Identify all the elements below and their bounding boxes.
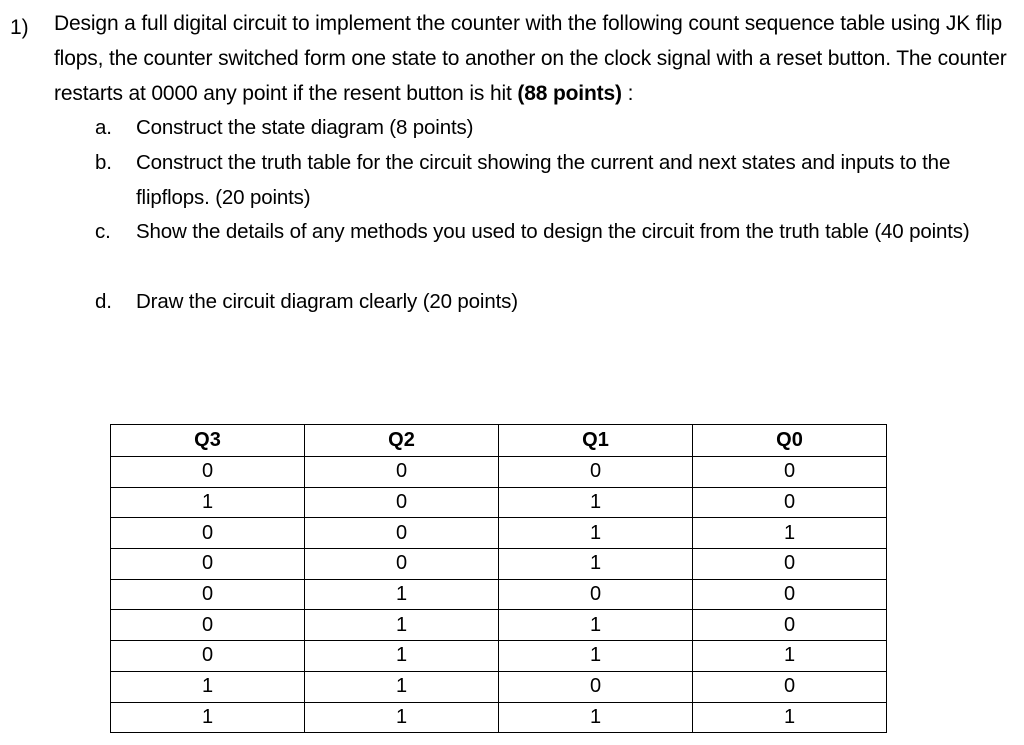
question-text-main: Design a full digital circuit to implement the counter with the following count sequence table using JK flip flops, the counter switched form one state to another on the clock signal with a reset button. The counter restarts at 0000 any point if the resent button is hit (54, 12, 1007, 105)
table-cell: 0 (305, 487, 499, 518)
sub-question-text: Show the details of any methods you used to design the circuit from the truth table (40 points) (136, 220, 970, 243)
table-cell: 0 (499, 579, 693, 610)
table-cell: 0 (693, 671, 887, 702)
table-cell: 1 (111, 671, 305, 702)
question-points: (88 points) (517, 82, 622, 105)
table-cell: 0 (693, 579, 887, 610)
table-cell: 1 (693, 518, 887, 549)
table-cell: 1 (693, 641, 887, 672)
table-cell: 0 (111, 610, 305, 641)
table-cell: 1 (305, 702, 499, 733)
table-cell: 0 (693, 610, 887, 641)
table-row (111, 457, 887, 488)
table-cell: 0 (305, 549, 499, 580)
table-cell: 1 (305, 641, 499, 672)
table-row (111, 671, 887, 702)
table-cell: 1 (499, 702, 693, 733)
question-text (54, 6, 1010, 111)
table-cell: 0 (111, 457, 305, 488)
table-row (111, 487, 887, 518)
table-cell: 0 (111, 641, 305, 672)
table-row (111, 579, 887, 610)
sub-question-text: Construct the truth table for the circuit showing the current and next states and inputs to the flipflops. (20 points) (136, 151, 951, 209)
question-text-tail: : (621, 82, 634, 105)
table-cell: 1 (499, 487, 693, 518)
table-row (111, 702, 887, 733)
table-cell: 1 (499, 610, 693, 641)
sub-question-text: Draw the circuit diagram clearly (20 points) (136, 290, 518, 313)
column-header-q2: Q2 (305, 425, 499, 457)
count-sequence-table (110, 424, 887, 733)
table-cell: 0 (111, 549, 305, 580)
sub-question-letter: a. (95, 116, 112, 139)
table-row (111, 641, 887, 672)
table-cell: 1 (499, 549, 693, 580)
table-cell: 1 (305, 671, 499, 702)
table-cell: 0 (111, 518, 305, 549)
question-number: 1) (10, 16, 29, 39)
table-cell: 1 (305, 610, 499, 641)
table-cell: 0 (693, 549, 887, 580)
table-cell: 1 (111, 702, 305, 733)
column-header-q0: Q0 (693, 425, 887, 457)
table-row (111, 610, 887, 641)
table-cell: 0 (499, 671, 693, 702)
column-header-q1: Q1 (499, 425, 693, 457)
table-cell: 0 (305, 457, 499, 488)
table-cell: 0 (305, 518, 499, 549)
sub-question-text: Construct the state diagram (8 points) (136, 116, 474, 139)
table-cell: 1 (499, 641, 693, 672)
table-header-row (111, 425, 887, 457)
column-header-q3: Q3 (111, 425, 305, 457)
table-row (111, 518, 887, 549)
table-cell: 0 (693, 457, 887, 488)
table-cell: 1 (111, 487, 305, 518)
table-cell: 0 (111, 579, 305, 610)
table-row (111, 549, 887, 580)
table-cell: 0 (693, 487, 887, 518)
table-cell: 1 (693, 702, 887, 733)
table-cell: 0 (499, 457, 693, 488)
sub-question-letter: c. (95, 220, 111, 243)
sub-question-letter: d. (95, 290, 112, 313)
table-cell: 1 (499, 518, 693, 549)
table-cell: 1 (305, 579, 499, 610)
sub-question-letter: b. (95, 151, 112, 174)
